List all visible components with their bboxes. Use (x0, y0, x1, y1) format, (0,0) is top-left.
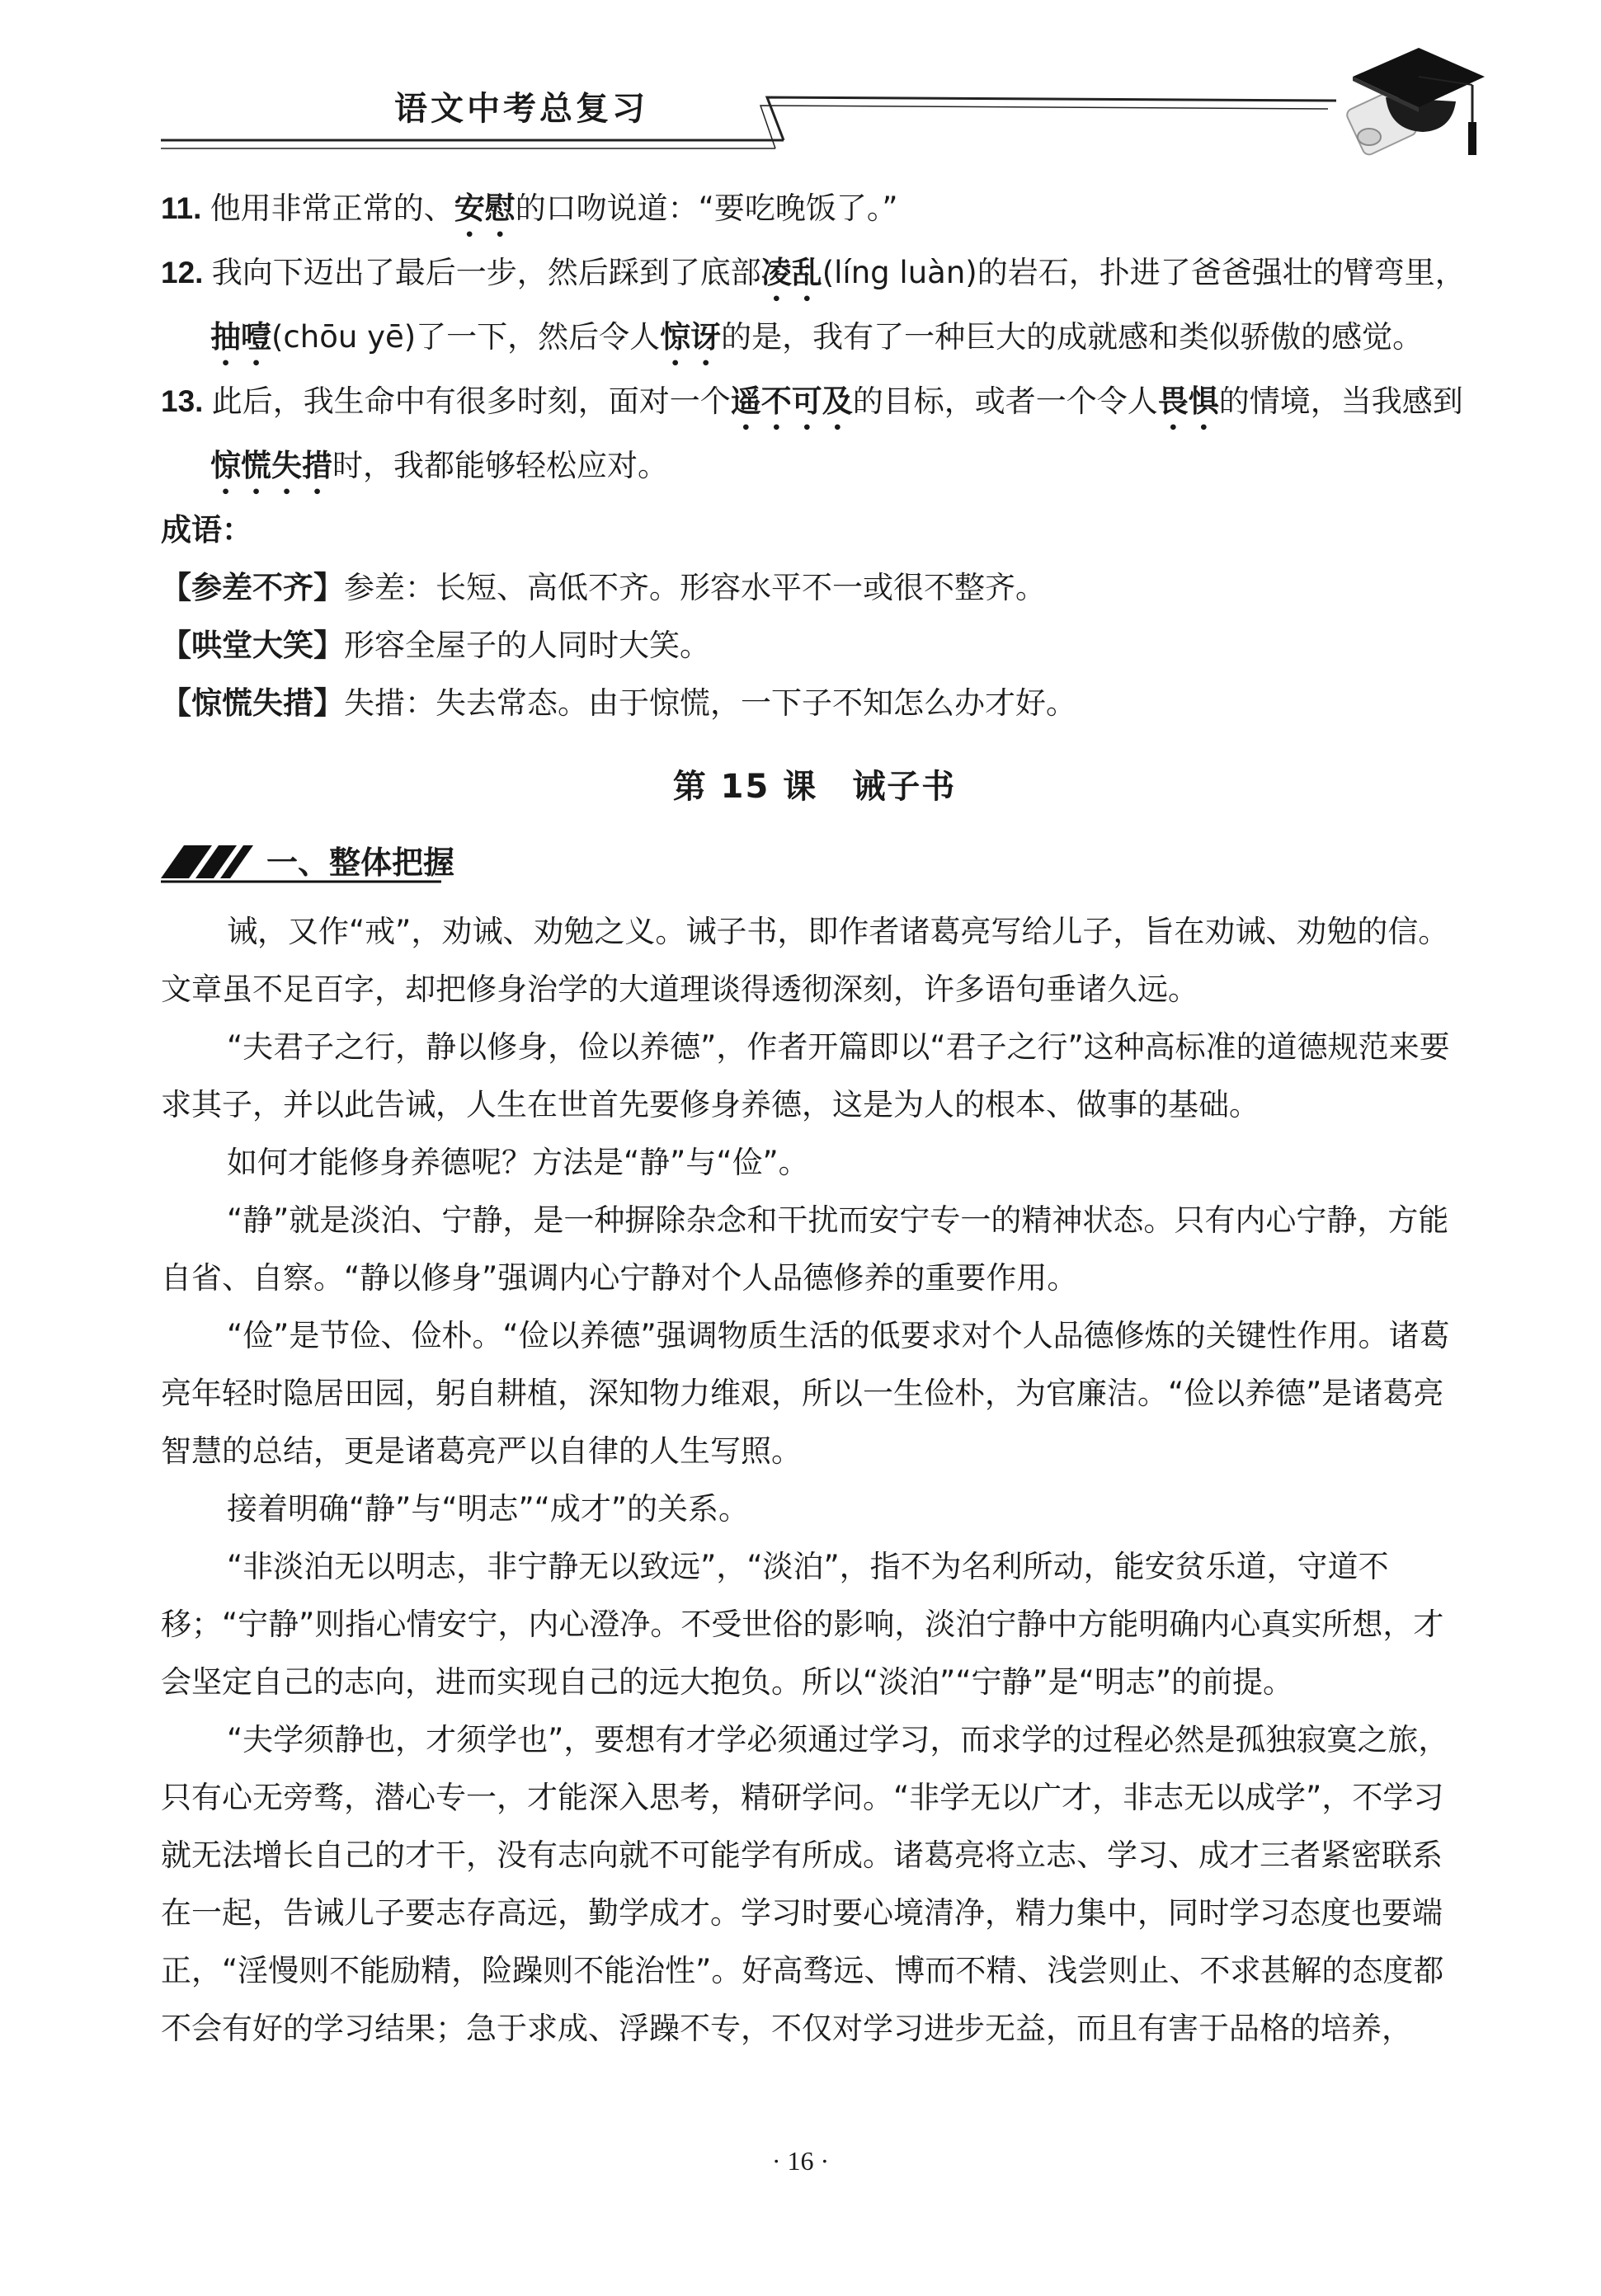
item-text: 时，我都能够轻松应对。 (332, 448, 668, 483)
item-text: (chōu yē)了一下，然后令人 (271, 319, 661, 355)
body-paragraph: 诫，又作“戒”，劝诫、劝勉之义。诫子书，即作者诸葛亮写给儿子，旨在劝诫、劝勉的信。文章虽不足百字，却把修身治学的大道理谈得透彻深刻，许多语句垂诸久远。 (161, 914, 1449, 1007)
item-number: 13. (161, 384, 212, 418)
emphasized-word: 抽噎 (210, 319, 271, 355)
section-heading (161, 832, 1468, 892)
item-text: (líng luàn)的岩石，扑进了爸爸强壮的臂弯里， (822, 255, 1466, 290)
body-paragraph: “夫君子之行，静以修身，俭以养德”，作者开篇即以“君子之行”这种高标准的道德规范来要求其子，并以此告诫，人生在世首先要修身养德，这是为人的根本、做事的基础。 (161, 1029, 1450, 1122)
idiom-definition: 参差：长短、高低不齐。形容水平不一或很不整齐。 (344, 570, 1046, 605)
vocab-item (161, 244, 1468, 373)
vocab-list (161, 180, 1468, 501)
idiom-term: 【参差不齐】 (161, 570, 344, 605)
emphasized-word: 安慰 (454, 191, 516, 226)
emphasized-word: 凌乱 (760, 255, 822, 290)
idiom-definition: 失措：失去常态。由于惊慌，一下子不知怎么办才好。 (344, 685, 1076, 721)
idiom-entry (161, 675, 1468, 732)
idioms-heading: 成语： (161, 512, 252, 548)
body-paragraph: “非淡泊无以明志，非宁静无以致远”，“淡泊”，指不为名利所动，能安贫乐道，守道不移；“宁静”则指心情安宁，内心澄净。不受世俗的影响，淡泊宁静中方能明确内心真实所想，才会坚定自己的志向，进而实现自己的远大抱负。所以“淡泊”“宁静”是“明志”的前提。 (161, 1549, 1444, 1700)
body-paragraph: “俭”是节俭、俭朴。“俭以养德”强调物质生活的低要求对个人品德修炼的关键性作用。诸葛亮年轻时隐居田园，躬自耕植，深知物力维艰，所以一生俭朴，为官廉洁。“俭以养德”是诸葛亮智慧的总结，更是诸葛亮严以自律的人生写照。 (161, 1318, 1450, 1469)
emphasized-word: 遥不可及 (730, 383, 853, 419)
idiom-entry (161, 559, 1468, 617)
item-number: 12. (161, 256, 212, 289)
body-paragraph: 接着明确“静”与“明志”“成才”的关系。 (227, 1491, 750, 1527)
item-text: 的口吻说道：“要吃晚饭了。” (515, 191, 898, 226)
idiom-definition: 形容全屋子的人同时大笑。 (344, 628, 710, 663)
item-text: 的情境，当我感到 (1218, 383, 1463, 419)
item-text: 的目标，或者一个令人 (852, 383, 1158, 419)
section-label: 一、整体把握 (266, 845, 455, 881)
body-paragraph: “夫学须静也，才须学也”，要想有才学必须通过学习，而求学的过程必然是孤独寂寞之旅，只有心无旁骛，潜心专一，才能深入思考，精研学问。“非学无以广才，非志无以成学”，不学习就无法增长自己的才干，没有志向就不可能学有所成。诸葛亮将立志、学习、成才三者紧密联系在一起，告诫儿子要志存高远，勤学成才。学习时要心境清净，精力集中，同时学习态度也要端正，“淫慢则不能励精，险躁则不能治性”。好高骛远、博而不精、浅尝则止、不求甚解的态度都不会有好的学习结果；急于求成、浮躁不专，不仅对学习进步无益，而且有害于品格的培养， (161, 1722, 1449, 2046)
vocab-item (161, 180, 1468, 244)
item-text: 他用非常正常的、 (210, 191, 454, 226)
idiom-term: 【哄堂大笑】 (161, 628, 344, 663)
item-number: 11. (161, 191, 210, 225)
idiom-entry (161, 617, 1468, 675)
vocab-item (161, 373, 1468, 501)
item-text: 的是，我有了一种巨大的成就感和类似骄傲的感觉。 (721, 319, 1424, 355)
emphasized-word: 畏惧 (1157, 383, 1219, 419)
emphasized-word: 惊慌失措 (210, 448, 332, 483)
body-paragraph: “静”就是淡泊、宁静，是一种摒除杂念和干扰而安宁专一的精神状态。只有内心宁静，方能自省、自察。“静以修身”强调内心宁静对个人品德修养的重要作用。 (161, 1202, 1449, 1296)
lesson-title: 第 15 课 诫子书 (672, 768, 957, 806)
page-number: · 16 · (771, 2146, 830, 2176)
content (161, 180, 1468, 2058)
header-rule (161, 97, 1336, 148)
header-title: 语文中考总复习 (394, 89, 648, 128)
item-text: 我向下迈出了最后一步，然后踩到了底部 (211, 255, 761, 290)
idiom-term: 【惊慌失措】 (161, 685, 344, 721)
item-text: 此后，我生命中有很多时刻，面对一个 (211, 383, 731, 419)
idioms-list (161, 559, 1468, 732)
graduation-cap-icon (1320, 40, 1485, 172)
body-paragraph: 如何才能修身养德呢？方法是“静”与“俭”。 (227, 1145, 809, 1180)
emphasized-word: 惊讶 (660, 319, 722, 355)
body-paragraphs (161, 903, 1468, 2058)
